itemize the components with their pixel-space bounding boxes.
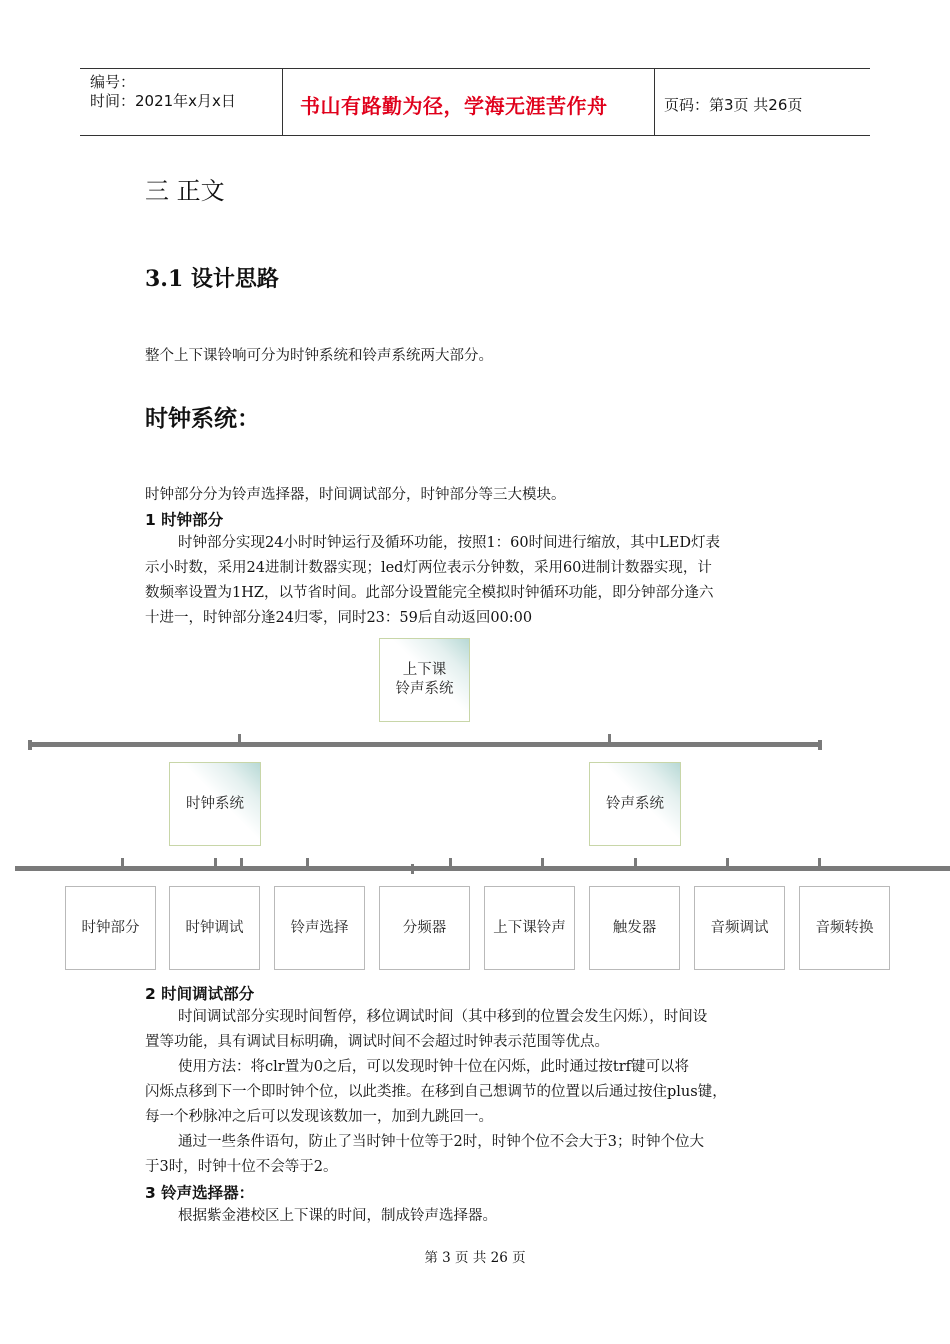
part2-line: 于3时，时钟十位不会等于2。 (145, 1159, 338, 1175)
diagram-top-tick-right (818, 740, 822, 750)
part2-title: 2 时间调试部分 (145, 985, 255, 1003)
diagram-leaf-audio-convert: 音频转换 (799, 886, 890, 970)
part3-line: 根据紫金港校区上下课的时间，制成铃声选择器。 (178, 1208, 497, 1224)
part2-line: 闪烁点移到下一个即时钟个位，以此类推。在移到自己想调节的位置以后通过按住plus键， (145, 1084, 727, 1100)
diagram-bottom-tick (121, 858, 124, 868)
diagram-bottom-tick (541, 858, 544, 868)
diagram-leaf-clock-debug: 时钟调试 (169, 886, 260, 970)
diagram-leaf-divider: 分频器 (379, 886, 470, 970)
diagram-bottom-tick (634, 858, 637, 868)
clock-intro-paragraph: 时钟部分分为铃声选择器，时间调试部分，时钟部分等三大模块。 (145, 487, 566, 503)
header-divider-left (282, 68, 283, 136)
part2-line: 通过一些条件语句，防止了当时钟十位等于2时，时钟个位不会大于3；时钟个位大 (178, 1134, 704, 1150)
part1-title: 1 时钟部分 (145, 511, 224, 529)
diagram-leaf-audio-debug: 音频调试 (694, 886, 785, 970)
diagram-bottom-tick (411, 864, 414, 874)
part2-line: 时间调试部分实现时间暂停，移位调试时间（其中移到的位置会发生闪烁），时间设 (178, 1009, 708, 1025)
header-bottom-border (80, 135, 870, 136)
diagram-bell-system-node: 铃声系统 (589, 762, 681, 846)
diagram-top-bar (30, 742, 822, 747)
intro-paragraph: 整个上下课铃响可分为时钟系统和铃声系统两大部分。 (145, 348, 493, 364)
diagram-root-line2: 铃声系统 (395, 681, 454, 697)
part1-line: 示小时数，采用24进制计数器实现；led灯两位表示分钟数，采用60进制计数器实现，计 (145, 560, 712, 576)
diagram-top-tick-bell (608, 734, 611, 744)
header-number-label: 编号： (90, 73, 136, 91)
diagram-bottom-tick (449, 858, 452, 868)
diagram-bottom-tick (240, 858, 243, 868)
header-motto: 书山有路勤为径，学海无涯苦作舟 (300, 94, 608, 118)
diagram-bottom-tick (818, 858, 821, 868)
part2-line: 每一个秒脉冲之后可以发现该数加一，加到九跳回一。 (145, 1109, 493, 1125)
diagram-leaf-trigger: 触发器 (589, 886, 680, 970)
section-title: 三 正文 (145, 177, 225, 205)
clock-system-heading: 时钟系统： (145, 406, 260, 432)
diagram-top-tick-left (28, 740, 32, 750)
diagram-bottom-bar (15, 866, 950, 871)
part2-line: 使用方法：将clr置为0之后，可以发现时钟十位在闪烁，此时通过按trf键可以将 (178, 1059, 690, 1075)
diagram-bottom-tick (306, 858, 309, 868)
header-time-label: 时间：2021年x月x日 (90, 92, 236, 110)
diagram-leaf-class-bell: 上下课铃声 (484, 886, 575, 970)
part1-line: 时钟部分实现24小时时钟运行及循环功能，按照1：60时间进行缩放，其中LED灯表 (178, 535, 720, 551)
part1-line: 数频率设置为1HZ，以节省时间。此部分设置能完全模拟时钟循环功能，即分钟部分逢六 (145, 585, 714, 601)
header-divider-right (654, 68, 655, 136)
diagram-top-tick-clock (238, 734, 241, 744)
diagram-leaf-bell-select: 铃声选择 (274, 886, 365, 970)
diagram-root-line1: 上下课 (402, 662, 447, 678)
header-top-border (80, 68, 870, 69)
subsection-title: 3.1 设计思路 (145, 266, 279, 292)
diagram-leaf-clock-part: 时钟部分 (65, 886, 156, 970)
part2-line: 置等功能，具有调试目标明确，调试时间不会超过时钟表示范围等优点。 (145, 1034, 609, 1050)
diagram-clock-system-node: 时钟系统 (169, 762, 261, 846)
diagram-bottom-tick (214, 858, 217, 868)
part3-title: 3 铃声选择器： (145, 1184, 255, 1202)
diagram-root-node (379, 638, 470, 722)
part1-line: 十进一，时钟部分逢24归零，同时23：59后自动返回00:00 (145, 610, 533, 626)
page-footer: 第 3 页 共 26 页 (424, 1250, 526, 1266)
diagram-bottom-tick (726, 858, 729, 868)
header-page-label: 页码：第3页 共26页 (664, 96, 803, 114)
